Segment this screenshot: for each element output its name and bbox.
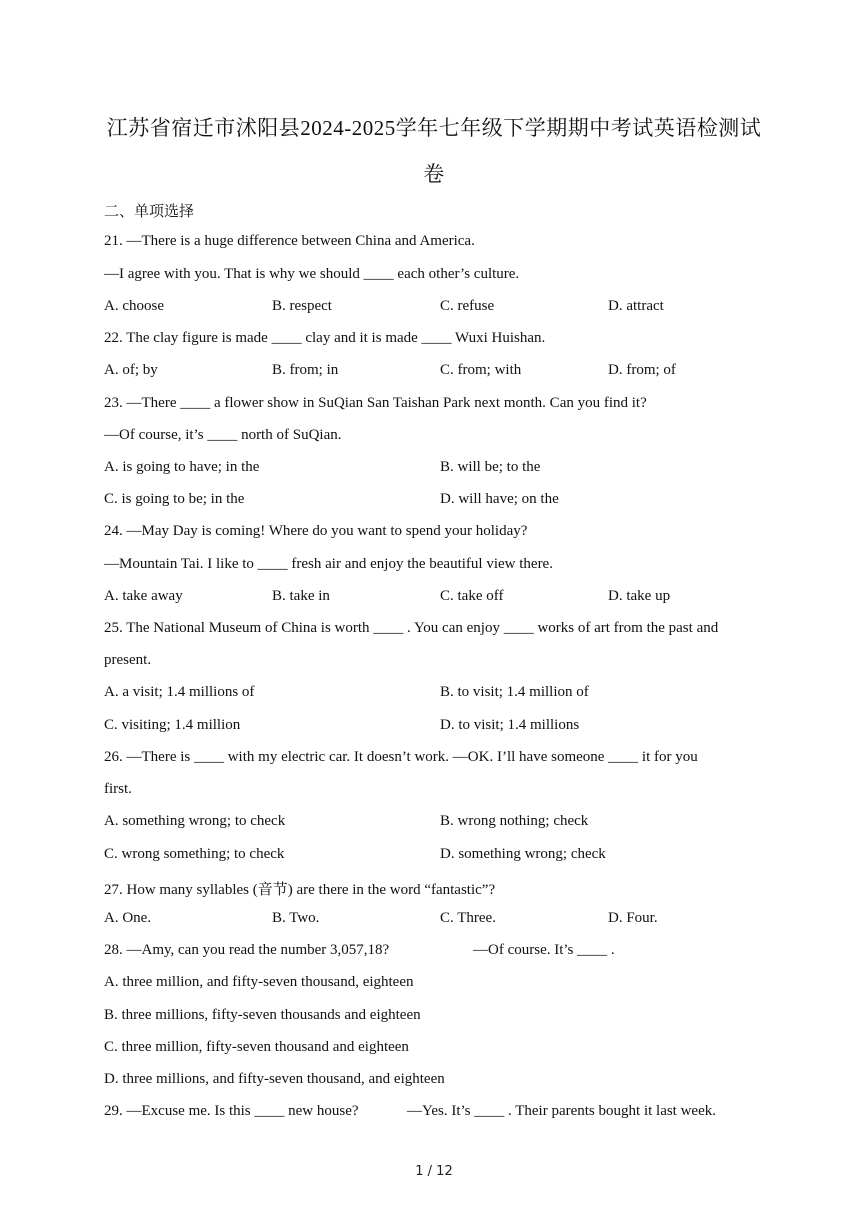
exam-title-continued: 卷 [423, 162, 445, 186]
question-28-stem: 28. —Amy, can you read the number 3,057,18? [104, 942, 390, 958]
question-24-option-a: A. take away [104, 588, 183, 604]
question-22-stem: 22. The clay figure is made ____ clay and it is made ____ Wuxi Huishan. [104, 330, 546, 346]
question-21-option-a: A. choose [104, 298, 164, 314]
question-21-stem: 21. —There is a huge difference between China and America. [104, 233, 475, 249]
question-23-option-c: C. is going to be; in the [104, 491, 245, 507]
question-24-stem-reply: —Mountain Tai. I like to ____ fresh air and enjoy the beautiful view there. [104, 556, 553, 572]
question-21-option-d: D. attract [608, 298, 664, 314]
question-28-option-d: D. three millions, and fifty-seven thousand, and eighteen [104, 1071, 445, 1087]
question-21-option-b: B. respect [272, 298, 332, 314]
question-23-stem: 23. —There ____ a flower show in SuQian San Taishan Park next month. Can you find it? [104, 395, 647, 411]
exam-title: 江苏省宿迁市沭阳县2024-2025学年七年级下学期期中考试英语检测试 [106, 116, 762, 140]
question-21-option-c: C. refuse [440, 298, 495, 314]
question-23-option-b: B. will be; to the [440, 459, 541, 475]
question-28-option-a: A. three million, and fifty-seven thousand, eighteen [104, 974, 414, 990]
question-24-stem: 24. —May Day is coming! Where do you want to spend your holiday? [104, 523, 528, 539]
question-27-stem: 27. How many syllables (音节) are there in the word “fantastic”? [104, 882, 496, 898]
question-26-option-d: D. something wrong; check [440, 846, 606, 862]
question-26-option-a: A. something wrong; to check [104, 813, 286, 829]
question-24-option-b: B. take in [272, 588, 330, 604]
question-26-option-b: B. wrong nothing; check [440, 813, 589, 829]
page-number: 1 / 12 [415, 1164, 453, 1179]
question-26-stem: 26. —There is ____ with my electric car. It doesn’t work. —OK. I’ll have someone ____ it for you [104, 749, 698, 765]
question-28-option-c: C. three million, fifty-seven thousand and eighteen [104, 1039, 409, 1055]
question-22-option-a: A. of; by [104, 362, 158, 378]
question-25-stem-continued: present. [104, 652, 152, 668]
question-25-stem: 25. The National Museum of China is worth ____ . You can enjoy ____ works of art from the past and [104, 620, 719, 636]
question-26-stem-continued: first. [104, 781, 132, 797]
question-25-option-d: D. to visit; 1.4 millions [440, 717, 580, 733]
question-28-option-b: B. three millions, fifty-seven thousands and eighteen [104, 1007, 421, 1023]
question-27-option-a: A. One. [104, 910, 152, 926]
question-25-option-b: B. to visit; 1.4 million of [440, 684, 589, 700]
question-29-stem-reply: —Yes. It’s ____ . Their parents bought it last week. [407, 1103, 717, 1119]
question-27-option-b: B. Two. [272, 910, 320, 926]
question-21-stem-reply: —I agree with you. That is why we should ____ each other’s culture. [104, 266, 520, 282]
section-heading: 二、单项选择 [104, 202, 195, 220]
question-23-option-a: A. is going to have; in the [104, 459, 260, 475]
question-22-option-c: C. from; with [440, 362, 522, 378]
question-26-option-c: C. wrong something; to check [104, 846, 285, 862]
question-27-option-c: C. Three. [440, 910, 496, 926]
question-24-option-c: C. take off [440, 588, 504, 604]
question-24-option-d: D. take up [608, 588, 671, 604]
question-25-option-a: A. a visit; 1.4 millions of [104, 684, 255, 700]
question-22-option-b: B. from; in [272, 362, 339, 378]
question-23-option-d: D. will have; on the [440, 491, 559, 507]
question-27-option-d: D. Four. [608, 910, 658, 926]
question-29-stem: 29. —Excuse me. Is this ____ new house? [104, 1103, 359, 1119]
question-25-option-c: C. visiting; 1.4 million [104, 717, 241, 733]
question-22-option-d: D. from; of [608, 362, 676, 378]
question-28-stem-reply: —Of course. It’s ____ . [473, 942, 615, 958]
question-23-stem-reply: —Of course, it’s ____ north of SuQian. [104, 427, 342, 443]
